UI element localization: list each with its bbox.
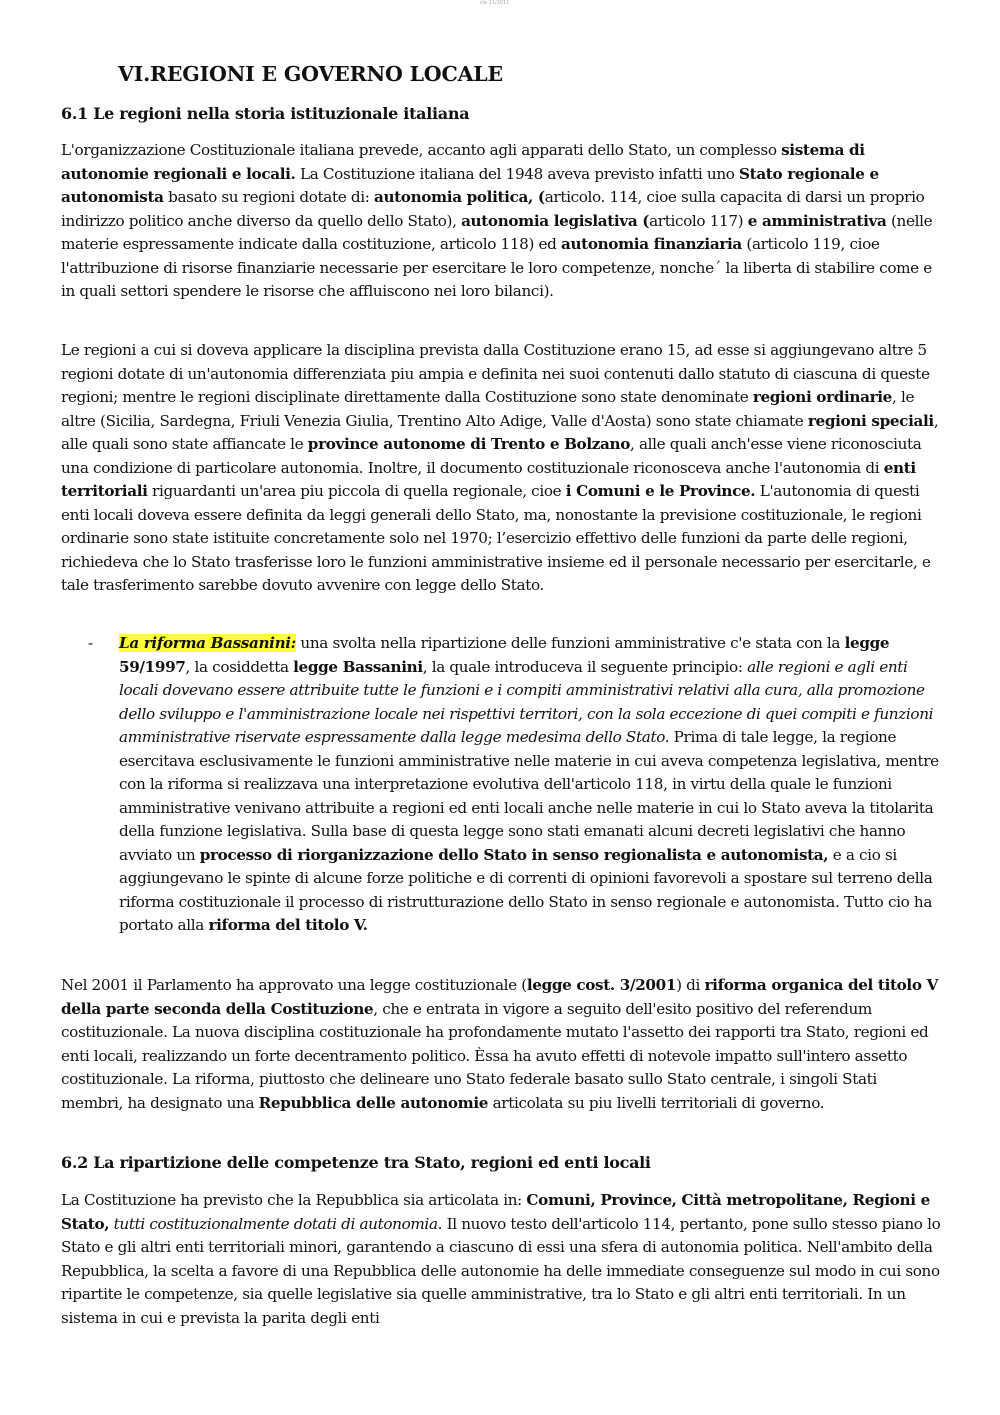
- chapter-title: VI.REGIONI E GOVERNO LOCALE: [118, 62, 503, 86]
- bullet-text: La riforma Bassanini: una svolta nella ripartizione delle funzioni amministrative c'e stata con la legge 59/1997, la cosiddetta legge Bassanini, la quale introduceva il seguente principio: alle regioni e agli enti locali dovevano essere attribuite tutte le funzioni e i compiti amministrativi relativi alla cura, alla promozione dello sviluppo e l'amministrazione locale nei rispettivi territori, con la sola eccezione di quei compiti e funzioni amministrative riservate espressamente dalla legge medesima dello Stato. Prima di tale legge, la regione esercitava esclusivamente le funzioni amministrative nelle materie in cui aveva competenza legislativa, mentre con la riforma si realizzava una interpretazione evolutiva dell'articolo 118, in virtu della quale le funzioni amministrative venivano attribuite a regioni ed enti locali anche nelle materie in cui lo Stato aveva la titolarita della funzione legislativa. Sulla base di questa legge sono stati emanati alcuni decreti legislativi che hanno avviato un processo di riorganizzazione dello Stato in senso regionalista e autonomista, e a cio si aggiungevano le spinte di alcune forze politiche e di correnti di opinioni favorevoli a spostare sul terreno della riforma costituzionale il processo di ristrutturazione dello Stato in senso regionale e autonomista. Tutto cio ha portato alla riforma del titolo V.: [119, 634, 939, 934]
- paragraph-4: La Costituzione ha previsto che la Repubblica sia articolata in: Comuni, Province, Città metropolitane, Regioni e Stato, tutti costituzionalmente dotati di autonomia. Il nuovo testo dell'articolo 114, pertanto, pone sullo stesso piano lo Stato e gli altri enti territoriali minori, garantendo a ciascuno di essi una sfera di autonomia politica. Nell'ambito della Repubblica, la scelta a favore di una Repubblica delle autonomie ha delle immediate conseguenze sul modo in cui sono ripartite le competenze, sia quelle legislative sia quelle amministrative, tra lo Stato e gli altri enti territoriali. In un sistema in cui e prevista la parita degli enti: [61, 1191, 941, 1327]
- paragraph-3: Nel 2001 il Parlamento ha approvato una legge costituzionale (legge cost. 3/2001) di riforma organica del titolo V della parte seconda della Costituzione, che e entrata in vigore a seguito dell'esito positivo del referendum costituzionale. La nuova disciplina costituzionale ha profondamente mutato l'assetto dei rapporti tra Stato, regioni ed enti locali, realizzando un forte decentramento politico. Èssa ha avuto effetti di notevole impatto sull'intero assetto costituzionale. La riforma, piuttosto che delineare uno Stato federale basato sullo Stato centrale, i singoli Stati membri, ha designato una Repubblica delle autonomie articolata su piu livelli territoriali di governo.: [61, 976, 939, 1112]
- bullet-dash: -: [88, 634, 94, 652]
- paragraph-1: L'organizzazione Costituzionale italiana prevede, accanto agli apparati dello Stato, un complesso sistema di autonomie regionali e locali. La Costituzione italiana del 1948 aveva previsto infatti uno Stato regionale e autonomista basato su regioni dotate di: autonomia politica, (articolo. 114, cioe sulla capacita di darsi un proprio indirizzo politico anche diverso da quello dello Stato), autonomia legislativa (articolo 117) e amministrativa (nelle materie espressamente indicate dalla costituzione, articolo 118) ed autonomia finanziaria (articolo 119, cioe l'attribuzione di risorse finanziarie necessarie per esercitare le loro competenze, nonche´ la liberta di stabilire come e in quali settori spendere le risorse che affluiscono nei loro bilanci).: [61, 141, 933, 300]
- paragraph-2: Le regioni a cui si doveva applicare la disciplina prevista dalla Costituzione erano 15, ad esse si aggiungevano altre 5 regioni dotate di un'autonomia differenziata piu ampia e definita nei suoi contenuti dallo statuto di ciascuna di queste regioni; mentre le regioni disciplinate direttamente dalla Costituzione sono state denominate regioni ordinarie, le altre (Sicilia, Sardegna, Friuli Venezia Giulia, Trentino Alto Adige, Valle d'Aosta) sono state chiamate regioni speciali, alle quali sono state affiancate le province autonome di Trento e Bolzano, alle quali anch'esse viene riconosciuta una condizione di particolare autonomia. Inoltre, il documento costituzionale riconosceva anche l'autonomia di enti territoriali riguardanti un'area piu piccola di quella regionale, cioe i Comuni e le Province. L'autonomia di questi enti locali doveva essere definita da leggi generali dello Stato, ma, nonostante la previsione costituzionale, le regioni ordinarie sono state istituite concretamente solo nel 1970; l’esercizio effettivo delle funzioni da parte delle regioni, richiedeva che lo Stato trasferisse loro le funzioni amministrative insieme ed il personale necessario per esercitarle, e tale trasferimento sarebbe dovuto avvenire con legge dello Stato.: [61, 341, 939, 594]
- section-title-6-2: 6.2 La ripartizione delle competenze tra Stato, regioni ed enti locali: [61, 1153, 651, 1172]
- header-mark: sla 11/2011: [480, 0, 510, 6]
- highlighted-heading: La riforma Bassanini:: [119, 634, 296, 652]
- section-title-6-1: 6.1 Le regioni nella storia istituzionale italiana: [61, 104, 470, 123]
